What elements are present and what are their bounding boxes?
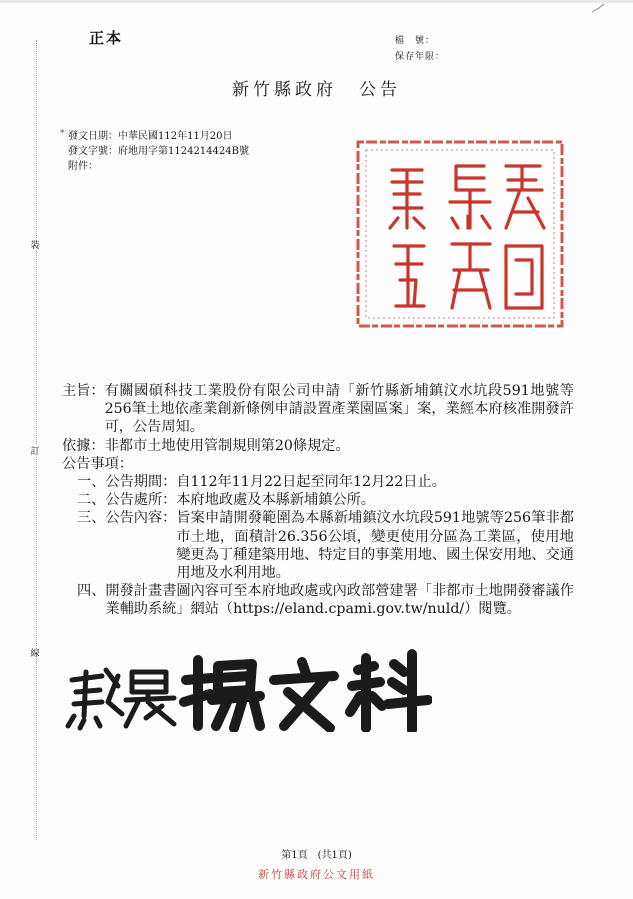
list-item [62,491,574,509]
item-label: 一、公告期間： [77,474,177,491]
copy-label: 正本 [89,29,124,47]
item-text: 旨案申請開發範圍為本縣新埔鎮汶水坑段591地號等256筆非都市土地，面積計26.356公頃，變更使用分區為工業區，使用地變更為丁種建築用地、特定目的事業用地、國土保安用地、交通用地及水利用地。 [176,510,574,582]
official-seal-icon [344,130,576,338]
footer-letterhead: 新竹縣政府公文用紙 [258,868,375,881]
item-text: 開發計畫書圖內容可至本府地政處或內政部營建署「非都市土地開發審議作業輔助系統」網站（https://eland.cpami.gov.tw/nuld/）閱覽。 [105,583,574,618]
title-organization: 新竹縣政府 [232,80,337,100]
binding-line [36,40,37,840]
subject-text: 有關國碩科技工業股份有限公司申請「新竹縣新埔鎮汶水坑段591地號等256筆土地依產業創新條例申請設置產業園區案」案，業經本府核准開發許可，公告周知。 [104,383,574,436]
basis-label: 依據： [62,437,105,454]
title-type: 公告 [359,80,401,100]
subject-paragraph [62,382,574,437]
issue-date: 中華民國112年11月20日 [118,131,233,142]
archive-number-label: 檔 號： [395,36,436,46]
binding-mark-xian: 線 [28,646,42,659]
retention-period-label: 保存年限： [395,52,446,62]
announcement-body [62,382,574,619]
items-heading: 公告事項： [62,455,133,472]
item-label: 三、公告內容： [77,510,177,527]
binding-mark-ding: 訂 [28,444,42,457]
page-title [232,75,401,100]
list-item [62,582,574,618]
doc-number: 府地用字第1124214424B號 [118,146,249,157]
basis-text: 非都市土地使用管制規則第20條規定。 [104,437,350,454]
doc-number-row [68,142,249,157]
basis-paragraph [62,437,574,455]
item-text: 本府地政處及本縣新埔鎮公所。 [176,492,375,509]
item-label: 四、 [77,583,106,600]
doc-number-label: 發文字號： [68,146,118,157]
list-item [62,509,574,582]
margin-tick: * [60,129,65,139]
pen-mark-icon [590,2,606,16]
page-number: 第1頁 (共1頁) [281,850,352,861]
binding-mark-zhuang: 裝 [28,238,42,251]
subject-label: 主旨： [62,383,105,399]
scan-edge [0,0,633,3]
attachment-label: 附件： [68,161,98,172]
magistrate-signature-icon [62,646,432,732]
list-item [62,473,574,491]
item-label: 二、公告處所： [77,492,177,509]
issue-date-label: 發文日期： [68,131,118,142]
issue-date-row [68,127,233,142]
item-text: 自112年11月22日起至同年12月22日止。 [176,474,446,491]
attachment-row [68,157,98,172]
